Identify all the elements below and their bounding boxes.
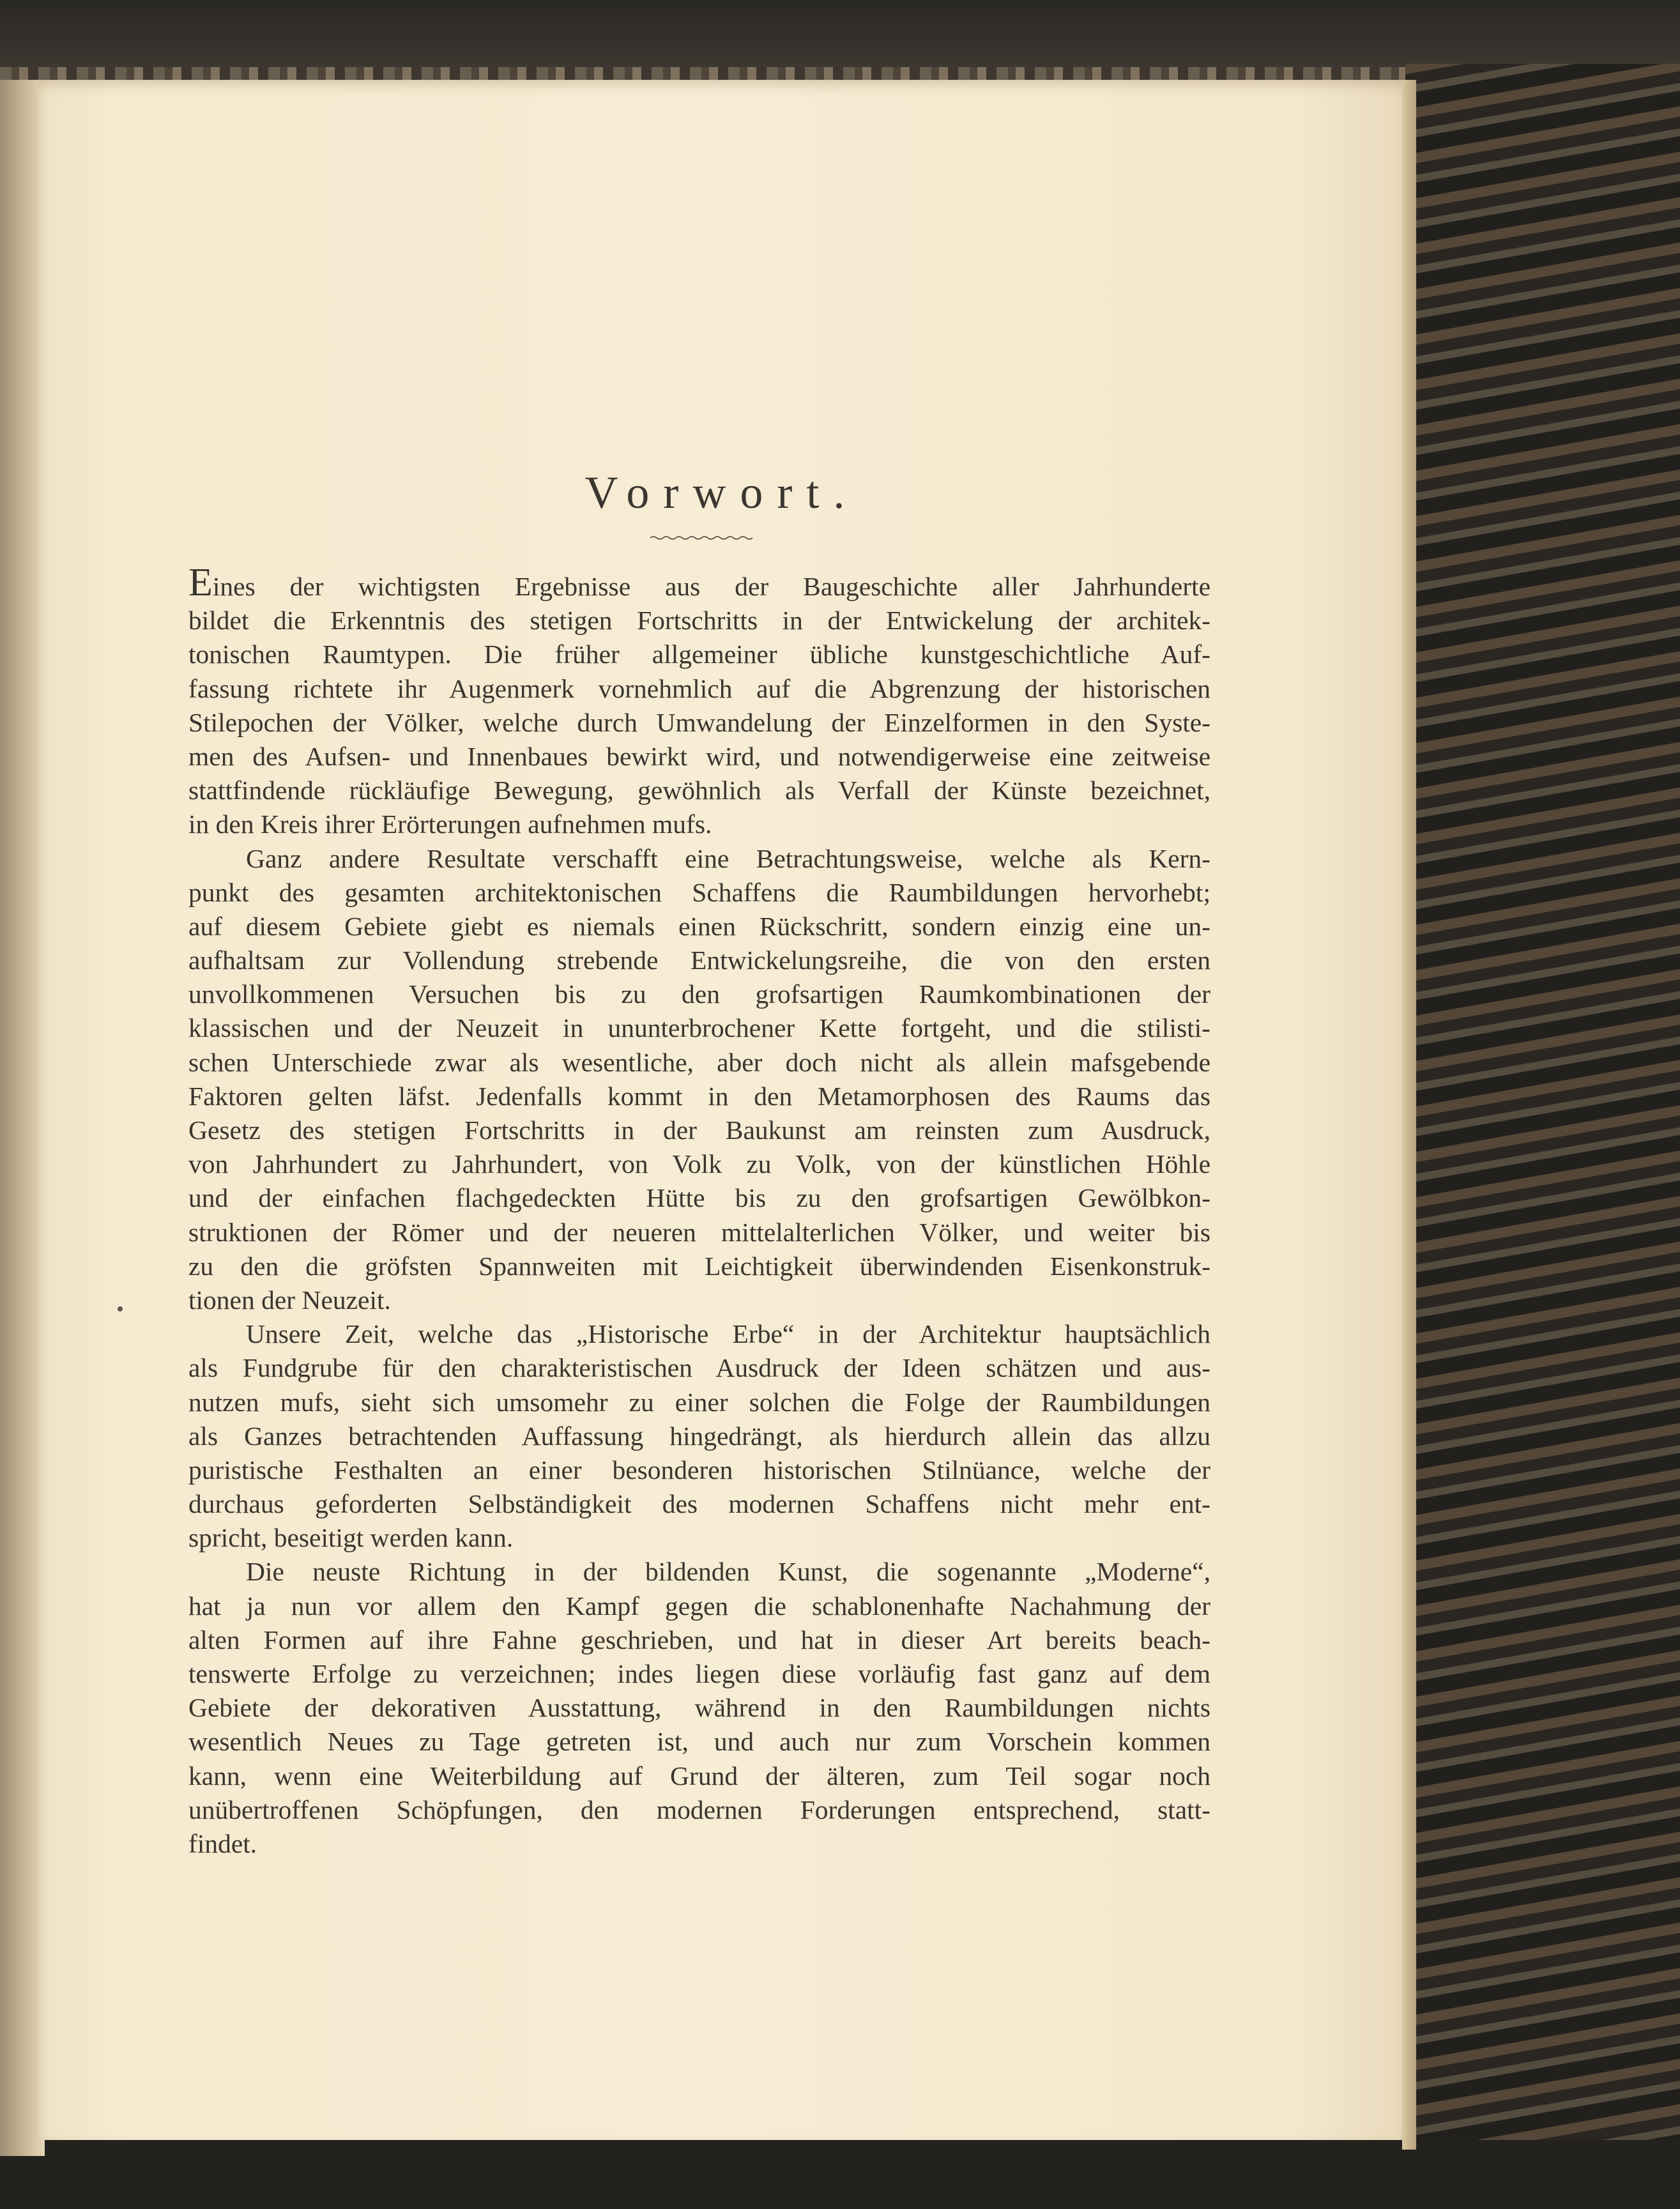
text-line: auf diesem Gebiete giebt es niemals einen Rückschritt, sondern einzig eine un- bbox=[188, 911, 1210, 941]
text-line bbox=[188, 561, 1210, 604]
text-line: in den Kreis ihrer Erörterungen aufnehmen mufs. bbox=[188, 809, 712, 839]
text-line: als Fundgrube für den charakteristischen Ausdruck der Ideen schätzen und aus- bbox=[188, 1353, 1210, 1383]
book-board-marbled-edge bbox=[1405, 64, 1680, 2209]
text-line: unübertroffenen Schöpfungen, den modernen Forderungen entsprechend, statt- bbox=[188, 1794, 1210, 1824]
text-line: Faktoren gelten läfst. Jedenfalls kommt in den Metamorphosen des Raums das bbox=[188, 1081, 1210, 1111]
text-line: fassung richtete ihr Augenmerk vornehmlich auf die Abgrenzung der historischen bbox=[188, 673, 1210, 703]
text-line: puristische Festhalten an einer besonderen historischen Stilnüance, welche der bbox=[188, 1455, 1210, 1485]
text-line-content: ines der wichtigsten Ergebnisse aus der Baugeschichte aller Jahrhunderte bbox=[212, 572, 1210, 601]
title-ornament-rule bbox=[650, 535, 752, 540]
page-title: Vorwort. bbox=[584, 467, 859, 518]
text-line: als Ganzes betrachtenden Auffassung hingedrängt, als hierdurch allein das allzu bbox=[188, 1421, 1210, 1451]
text-line: nutzen mufs, sieht sich umsomehr zu einer solchen die Folge der Raumbildungen bbox=[188, 1387, 1210, 1417]
text-line: stattfindende rückläufige Bewegung, gewöhnlich als Verfall der Künste bezeichnet, bbox=[188, 776, 1210, 806]
text-line: Gesetz des stetigen Fortschritts in der Baukunst am reinsten zum Ausdruck, bbox=[188, 1115, 1210, 1145]
text-line: hat ja nun vor allem den Kampf gegen die schablonenhafte Nachahmung der bbox=[188, 1591, 1210, 1621]
text-line: findet. bbox=[188, 1828, 257, 1858]
text-line: tenswerte Erfolge zu verzeichnen; indes liegen diese vorläufig fast ganz auf dem bbox=[188, 1659, 1210, 1688]
text-line: unvollkommenen Versuchen bis zu den grofsartigen Raumkombinationen der bbox=[188, 979, 1210, 1009]
text-line: aufhaltsam zur Vollendung strebende Entwickelungsreihe, die von den ersten bbox=[188, 945, 1210, 975]
text-line: schen Unterschiede zwar als wesentliche, aber doch nicht als allein mafsgebende bbox=[188, 1047, 1210, 1077]
text-line: Stilepochen der Völker, welche durch Umwandelung der Einzelformen in den Syste- bbox=[188, 707, 1210, 737]
text-line: von Jahrhundert zu Jahrhundert, von Volk zu Volk, von der künstlichen Höhle bbox=[188, 1149, 1210, 1179]
text-line: Die neuste Richtung in der bildenden Kunst, die sogenannte „Moderne“, bbox=[246, 1557, 1210, 1587]
text-line: durchaus geforderten Selbständigkeit des modernen Schaffens nicht mehr ent- bbox=[188, 1489, 1210, 1519]
body-text bbox=[188, 561, 1210, 1861]
margin-mark bbox=[118, 1306, 123, 1311]
text-line: tionen der Neuzeit. bbox=[188, 1285, 391, 1315]
text-line: alten Formen auf ihre Fahne geschrieben, und hat in dieser Art bereits beach- bbox=[188, 1624, 1210, 1655]
text-line: punkt des gesamten architektonischen Schaffens die Raumbildungen hervorhebt; bbox=[188, 877, 1210, 907]
text-line: und der einfachen flachgedeckten Hütte bis zu den grofsartigen Gewölbkon- bbox=[188, 1183, 1210, 1213]
text-line: Ganz andere Resultate verschafft eine Betrachtungsweise, welche als Kern- bbox=[246, 843, 1210, 873]
text-line: zu den die gröfsten Spannweiten mit Leichtigkeit überwindenden Eisenkonstruk- bbox=[188, 1251, 1210, 1281]
text-line: spricht, beseitigt werden kann. bbox=[188, 1523, 514, 1553]
text-line: Unsere Zeit, welche das „Historische Erbe“ in der Architektur hauptsächlich bbox=[246, 1319, 1210, 1349]
text-line: bildet die Erkenntnis des stetigen Fortschritts in der Entwickelung der architek- bbox=[188, 606, 1210, 636]
drop-cap: E bbox=[188, 561, 213, 604]
text-line: struktionen der Römer und der neueren mittelalterlichen Völker, und weiter bis bbox=[188, 1217, 1210, 1247]
text-line: men des Aufsen- und Innenbaues bewirkt wird, und notwendigerweise eine zeitweise bbox=[188, 741, 1210, 771]
text-line: wesentlich Neues zu Tage getreten ist, und auch nur zum Vorschein kommen bbox=[188, 1727, 1210, 1757]
text-line: kann, wenn eine Weiterbildung auf Grund der älteren, zum Teil sogar noch bbox=[188, 1761, 1210, 1791]
book-board-bottom bbox=[0, 2140, 1680, 2209]
text-line: Gebiete der dekorativen Ausstattung, während in den Raumbildungen nichts bbox=[188, 1693, 1210, 1723]
text-line: tonischen Raumtypen. Die früher allgemeiner übliche kunstgeschichtliche Auf- bbox=[188, 639, 1210, 669]
text-line: klassischen und der Neuzeit in ununterbrochener Kette fortgeht, und die stilisti- bbox=[188, 1013, 1210, 1043]
page-edge bbox=[1402, 80, 1416, 2150]
